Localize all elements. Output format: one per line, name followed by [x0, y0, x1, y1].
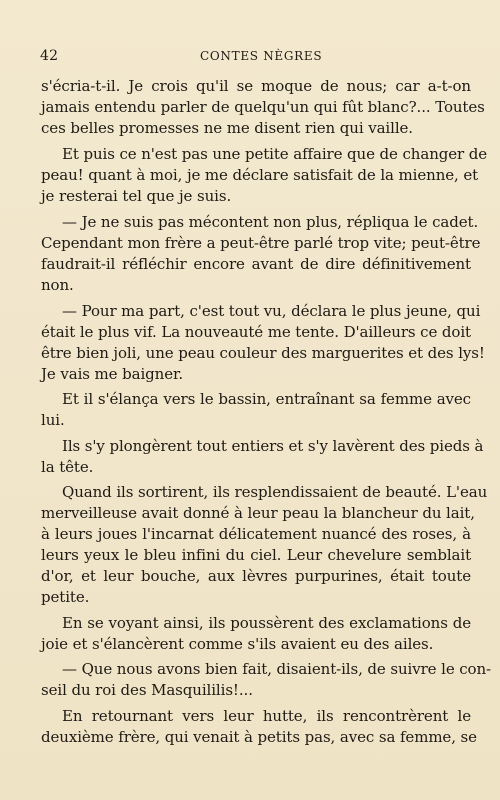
text-line: Et il s'élança vers le bassin, entraînant sa femme avec [62, 390, 471, 408]
text-line: s'écria-t-il. Je crois qu'il se moque de nous; car a-t-on [41, 77, 471, 95]
text-line: Et puis ce n'est pas une petite affaire que de changer de [62, 145, 488, 163]
text-line: à leurs joues l'incarnat délicatement nuancé des roses, à [41, 525, 471, 543]
text-line: — Je ne suis pas mécontent non plus, répliqua le cadet. [62, 213, 479, 231]
text-line: Ils s'y plongèrent tout entiers et s'y lavèrent des pieds à [62, 437, 484, 455]
text-line: la tête. [41, 458, 94, 476]
text-line: être bien joli, une peau couleur des marguerites et des lys! [41, 344, 485, 362]
text-line: je resterai tel que je suis. [41, 187, 232, 205]
page-header [0, 48, 500, 68]
text-line: seil du roi des Masquililis!... [41, 681, 253, 699]
text-line: était le plus vif. La nouveauté me tente. D'ailleurs ce doit [41, 323, 471, 341]
text-line: Je vais me baigner. [41, 365, 184, 383]
text-line: ces belles promesses ne me disent rien qui vaille. [41, 119, 413, 137]
text-line: jamais entendu parler de quelqu'un qui fût blanc?... Toutes [41, 98, 485, 116]
page-number: 42 [40, 48, 59, 64]
text-line: faudrait-il réfléchir encore avant de dire définitivement [41, 255, 471, 273]
text-line: — Pour ma part, c'est tout vu, déclara le plus jeune, qui [62, 302, 481, 320]
text-line: leurs yeux le bleu infini du ciel. Leur chevelure semblait [41, 546, 471, 564]
text-line: En retournant vers leur hutte, ils rencontrèrent le [62, 707, 471, 725]
text-line: Cependant mon frère a peut-être parlé trop vite; peut-être [41, 234, 481, 252]
text-line: lui. [41, 411, 65, 429]
text-line: — Que nous avons bien fait, disaient-ils, de suivre le con- [62, 660, 492, 678]
text-line: peau! quant à moi, je me déclare satisfait de la mienne, et [41, 166, 479, 184]
running-title: CONTES NÈGRES [200, 49, 323, 63]
text-line: joie et s'élancèrent comme s'ils avaient eu des ailes. [41, 635, 434, 653]
text-line: En se voyant ainsi, ils poussèrent des exclamations de [62, 614, 471, 632]
text-line: Quand ils sortirent, ils resplendissaient de beauté. L'eau [62, 483, 488, 501]
text-line: petite. [41, 588, 90, 606]
text-line: deuxième frère, qui venait à petits pas, avec sa femme, se [41, 728, 477, 746]
text-line: non. [41, 276, 74, 294]
text-line: d'or, et leur bouche, aux lèvres purpurines, était toute [41, 567, 471, 585]
text-line: merveilleuse avait donné à leur peau la blancheur du lait, [41, 504, 475, 522]
